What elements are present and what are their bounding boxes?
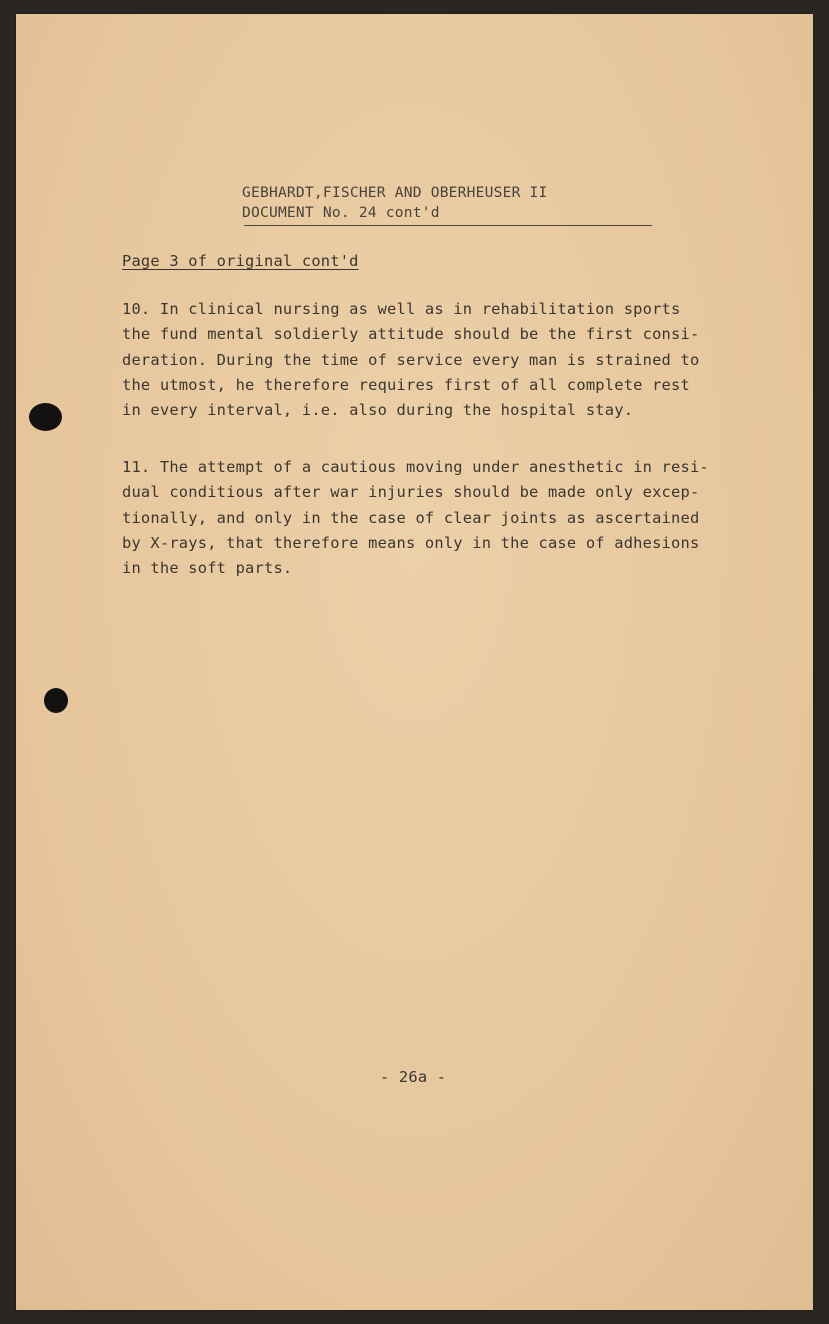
page-number: - 26a -	[380, 1068, 447, 1086]
text-line: dual conditious after war injuries should be made only excep-	[122, 483, 700, 502]
paragraph-10	[122, 297, 762, 423]
document-page	[16, 14, 813, 1310]
text-line: in every interval, i.e. also during the hospital stay.	[122, 401, 634, 420]
header-line-2: DOCUMENT No. 24 cont'd	[242, 204, 440, 221]
text-line: by X-rays, that therefore means only in the case of adhesions	[122, 533, 700, 552]
text-line: deration. During the time of service every man is strained to	[122, 350, 700, 369]
text-line: in the soft parts.	[122, 559, 293, 578]
text-line: 10. In clinical nursing as well as in rehabilitation sports	[122, 300, 681, 318]
header-rule	[244, 225, 652, 226]
page-subheading: Page 3 of original cont'd	[122, 252, 359, 270]
header-line-1: GEBHARDT,FISCHER AND OBERHEUSER II	[242, 184, 548, 201]
punch-hole-top	[29, 403, 62, 431]
paragraph-11	[122, 455, 762, 581]
text-line: the fund mental soldierly attitude should be the first consi-	[122, 325, 700, 344]
text-line: 11. The attempt of a cautious moving under anesthetic in resi-	[122, 458, 709, 476]
document-header	[242, 183, 652, 223]
text-line: the utmost, he therefore requires first of all complete rest	[122, 375, 690, 394]
text-line: tionally, and only in the case of clear joints as ascertained	[122, 508, 700, 527]
punch-hole-bottom	[44, 688, 68, 713]
